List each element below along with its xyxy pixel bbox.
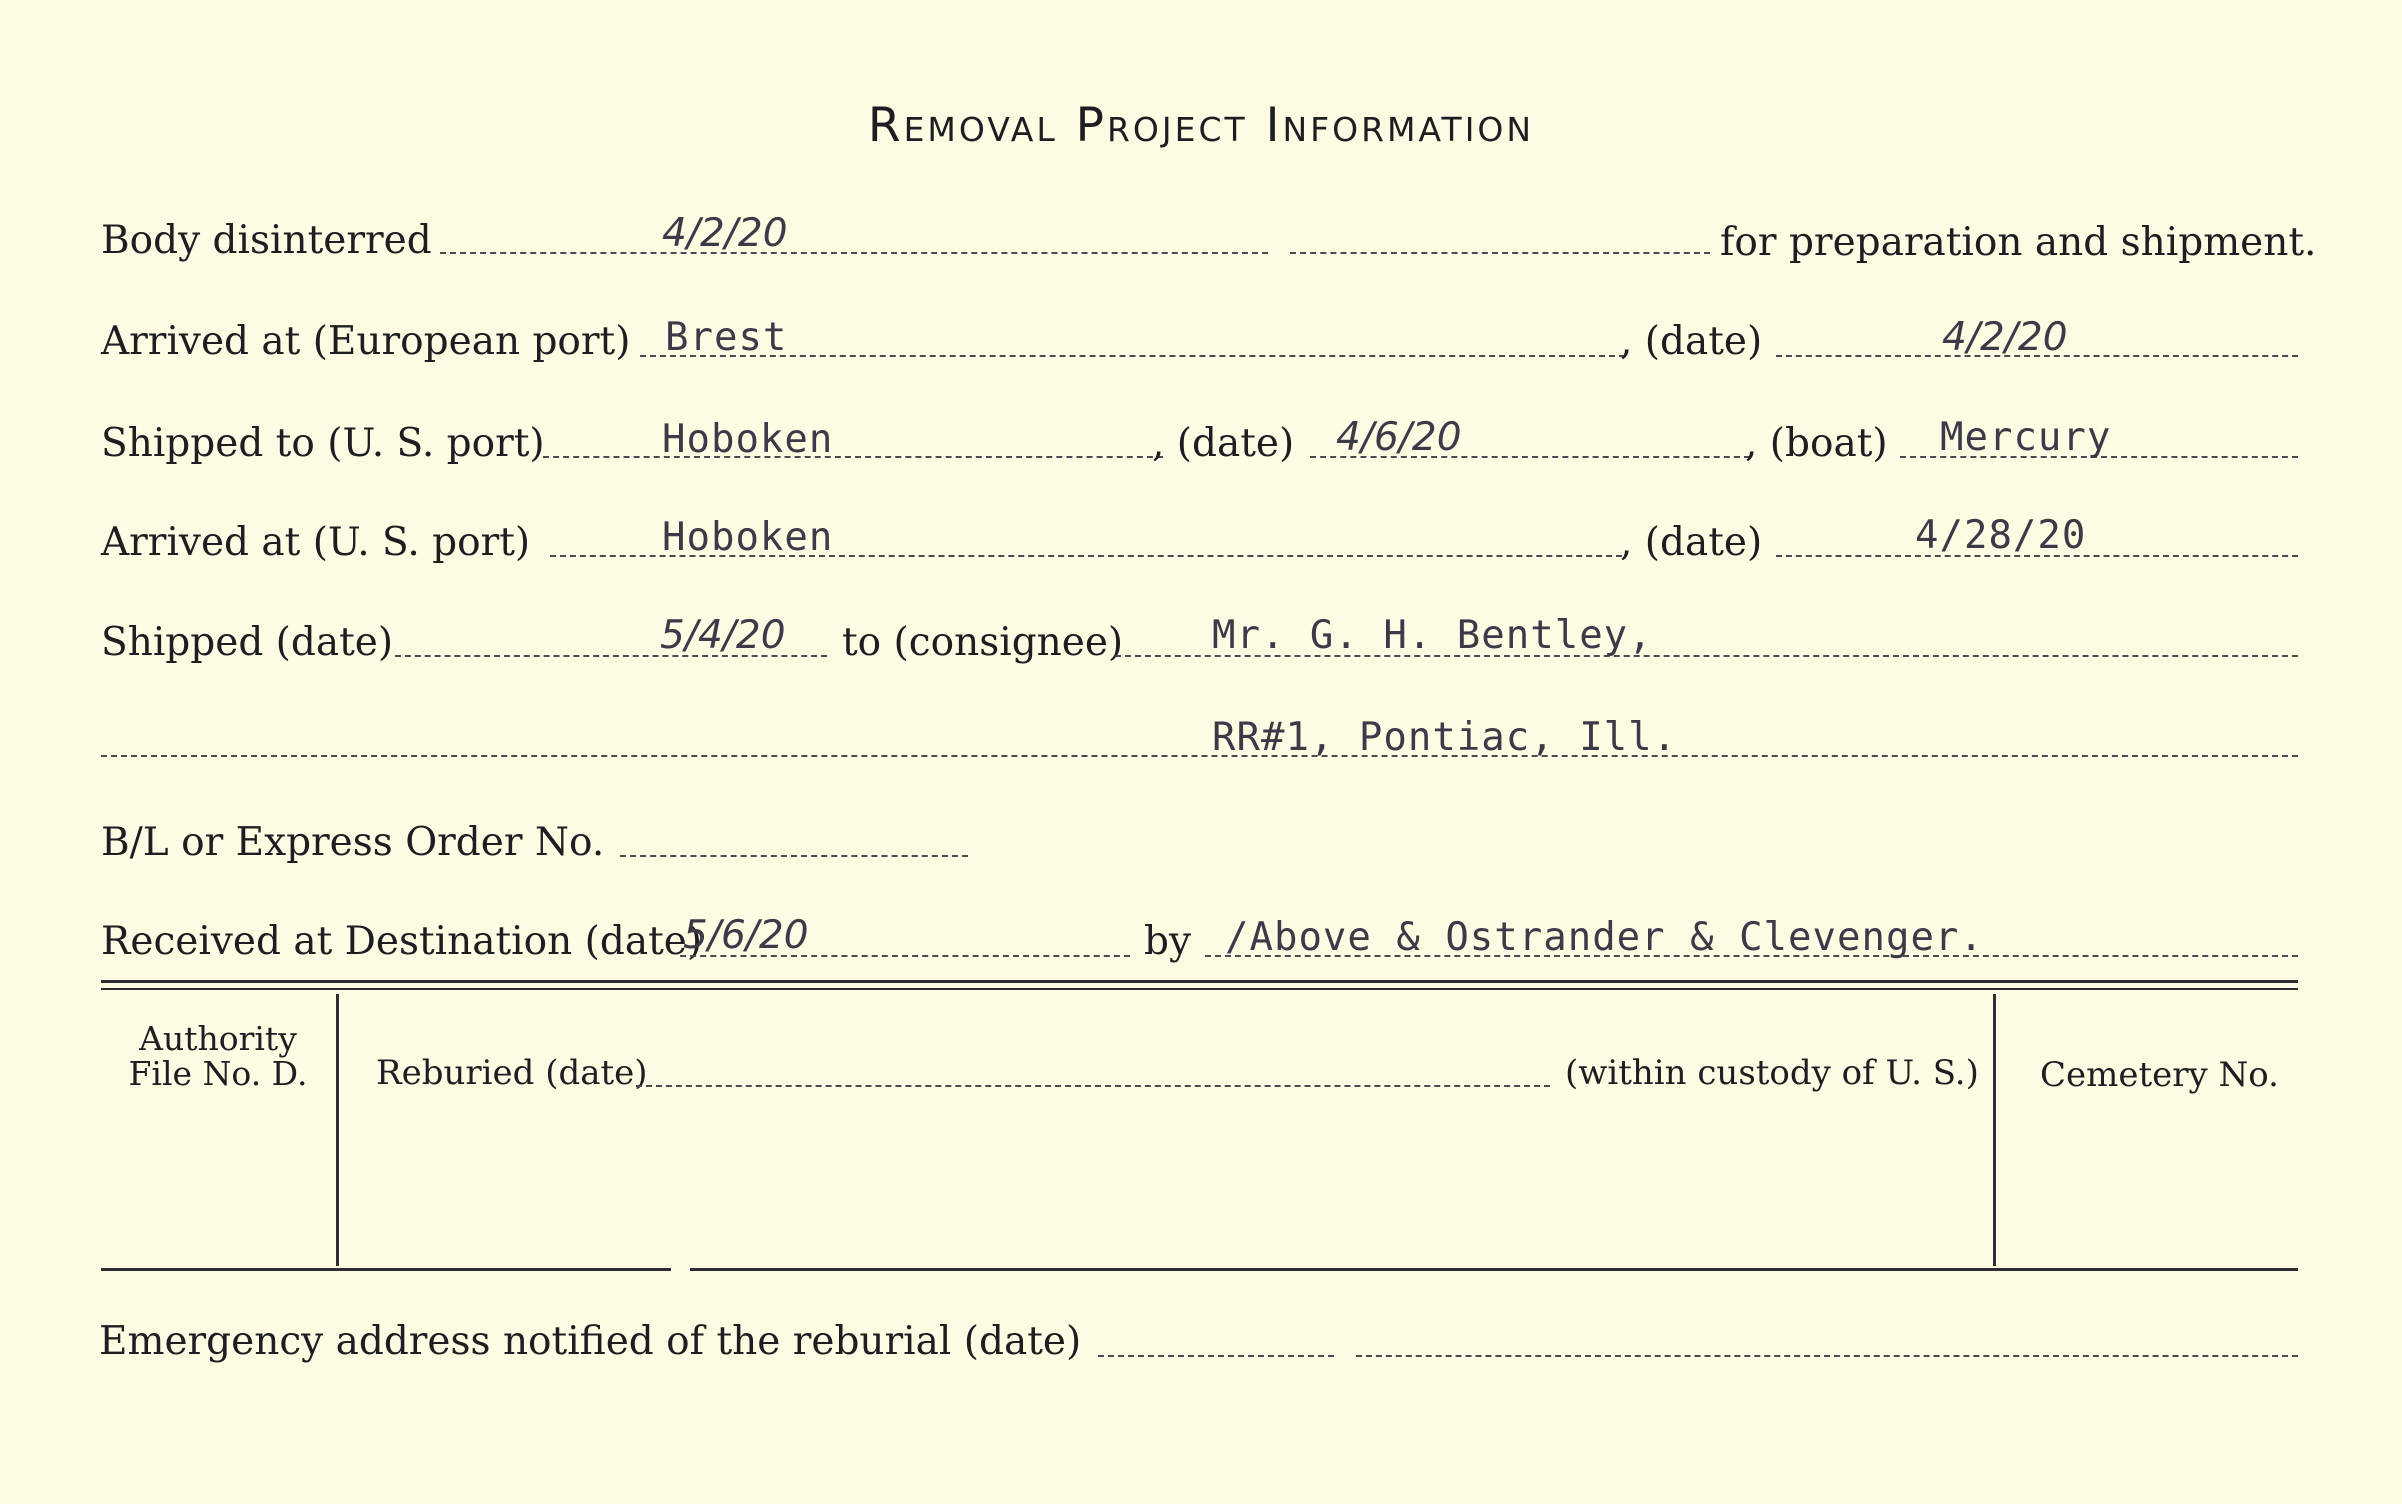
emergency-line-2 [1356,1355,2298,1357]
reburied-label: Reburied (date) [376,1053,648,1093]
disinterred-line [440,252,1268,254]
consignee-label: to (consignee) [842,620,1124,665]
arrived-us-date-value[interactable]: 4/28/20 [1915,513,2087,558]
shipped-us-date-value[interactable]: 4/6/20 [1336,415,1462,460]
consignee-value[interactable]: Mr. G. H. Bentley, [1212,613,1653,658]
received-by-label: by [1144,919,1191,964]
address-line [101,755,2298,757]
arrived-us-label: Arrived at (U. S. port) [101,520,531,565]
emergency-line [1098,1355,1334,1357]
european-date-label: , (date) [1620,319,1763,364]
arrived-us-value[interactable]: Hoboken [662,515,834,560]
received-by-value[interactable]: /Above & Ostrander & Clevenger. [1225,915,1984,960]
bl-label: B/L or Express Order No. [101,820,605,865]
shipped-value[interactable]: 5/4/20 [660,613,786,658]
table-bottom-rule-right [690,1268,2298,1271]
arrived-us-date-label: , (date) [1620,520,1763,565]
european-date-value[interactable]: 4/2/20 [1942,315,2068,360]
shipped-us-boat-value[interactable]: Mercury [1940,415,2112,460]
european-port-value[interactable]: Brest [665,315,788,360]
received-label: Received at Destination (date) [101,919,703,964]
disinterred-line-2 [1290,252,1710,254]
authority-label: Authority File No. D. [128,1019,308,1093]
table-divider-left [336,994,339,1266]
cemetery-label: Cemetery No. [2040,1055,2279,1095]
european-port-line [640,355,1625,357]
consignee-address-value[interactable]: RR#1, Pontiac, Ill. [1212,715,1678,760]
european-port-label: Arrived at (European port) [101,319,631,364]
custody-label: (within custody of U. S.) [1565,1053,1979,1093]
shipped-us-date-label: , (date) [1152,421,1295,466]
page-title: Removal Project Information [867,98,1535,153]
shipped-us-value[interactable]: Hoboken [662,417,834,462]
received-value[interactable]: 5/6/20 [683,913,809,958]
emergency-label: Emergency address notified of the reburial (date) [99,1319,1082,1364]
shipped-us-line [543,456,1163,458]
bl-line [620,855,968,857]
disinterred-suffix: for preparation and shipment. [1720,220,2317,265]
shipped-us-label: Shipped to (U. S. port) [101,421,545,466]
table-divider-right [1993,994,1996,1266]
table-top-rule [101,980,2298,983]
table-top-rule-2 [101,988,2298,990]
disinterred-label: Body disinterred [101,218,432,263]
reburied-line [636,1085,1550,1087]
table-bottom-rule-left [101,1268,671,1271]
shipped-label: Shipped (date) [101,620,394,665]
shipped-us-boat-label: , (boat) [1745,421,1888,466]
disinterred-value[interactable]: 4/2/20 [662,211,788,256]
